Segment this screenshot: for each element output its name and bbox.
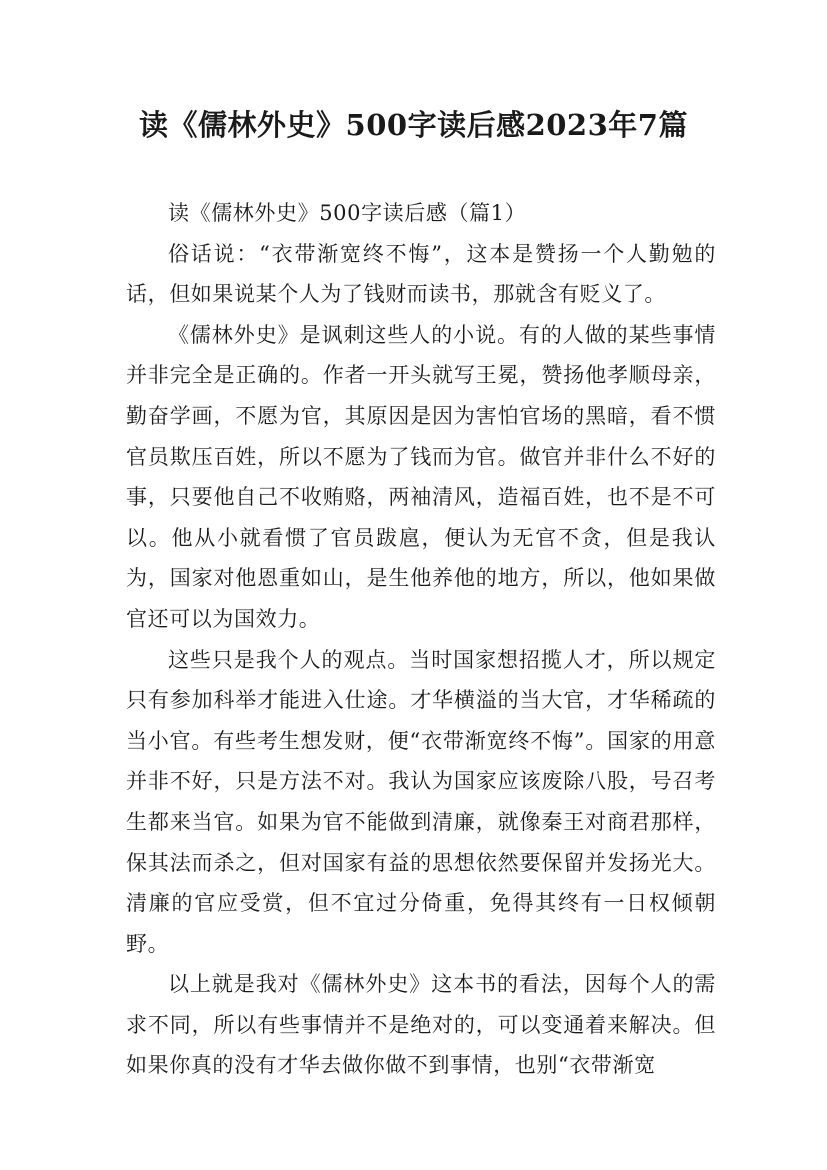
paragraph-2: 《儒林外史》是讽刺这些人的小说。有的人做的某些事情并非完全是正确的。作者一开头就写王冕，赞扬他孝顺母亲，勤奋学画，不愿为官，其原因是因为害怕官场的黑暗，看不惯官员欺压百姓，所以不愿为了钱而为官。做官并非什么不好的事，只要他自己不收贿赂，两袖清风，造福百姓，也不是不可以。他从小就看惯了官员跋扈，便认为无官不贪，但是我认为，国家对他恩重如山，是生他养他的地方，所以，他如果做官还可以为国效力。 <box>126 322 716 631</box>
paragraph-3: 这些只是我个人的观点。当时国家想招揽人才，所以规定只有参加科举才能进入仕途。才华横溢的当大官，才华稀疏的当小官。有些考生想发财，便“衣带渐宽终不悔”。国家的用意并非不好，只是方法不对。我认为国家应该废除八股，号召考生都来当官。如果为官不能做到清廉，就像秦王对商君那样，保其法而杀之，但对国家有益的思想依然要保留并发扬光大。清廉的官应受赏，但不宜过分倚重，免得其终有一日权倾朝野。 <box>126 647 716 956</box>
document-title: 读《儒林外史》500字读后感2023年7篇 <box>139 108 688 142</box>
paragraph-4: 以上就是我对《儒林外史》这本书的看法，因每个人的需求不同，所以有些事情并不是绝对的，可以变通着来解决。但如果你真的没有才华去做你做不到事情，也别“衣带渐宽 <box>126 972 716 1078</box>
paragraph-1: 俗话说：“衣带渐宽终不悔”，这本是赞扬一个人勤勉的话，但如果说某个人为了钱财而读书，那就含有贬义了。 <box>126 241 716 307</box>
document-body <box>126 193 716 1086</box>
section-heading: 读《儒林外史》500字读后感（篇1） <box>168 201 527 225</box>
